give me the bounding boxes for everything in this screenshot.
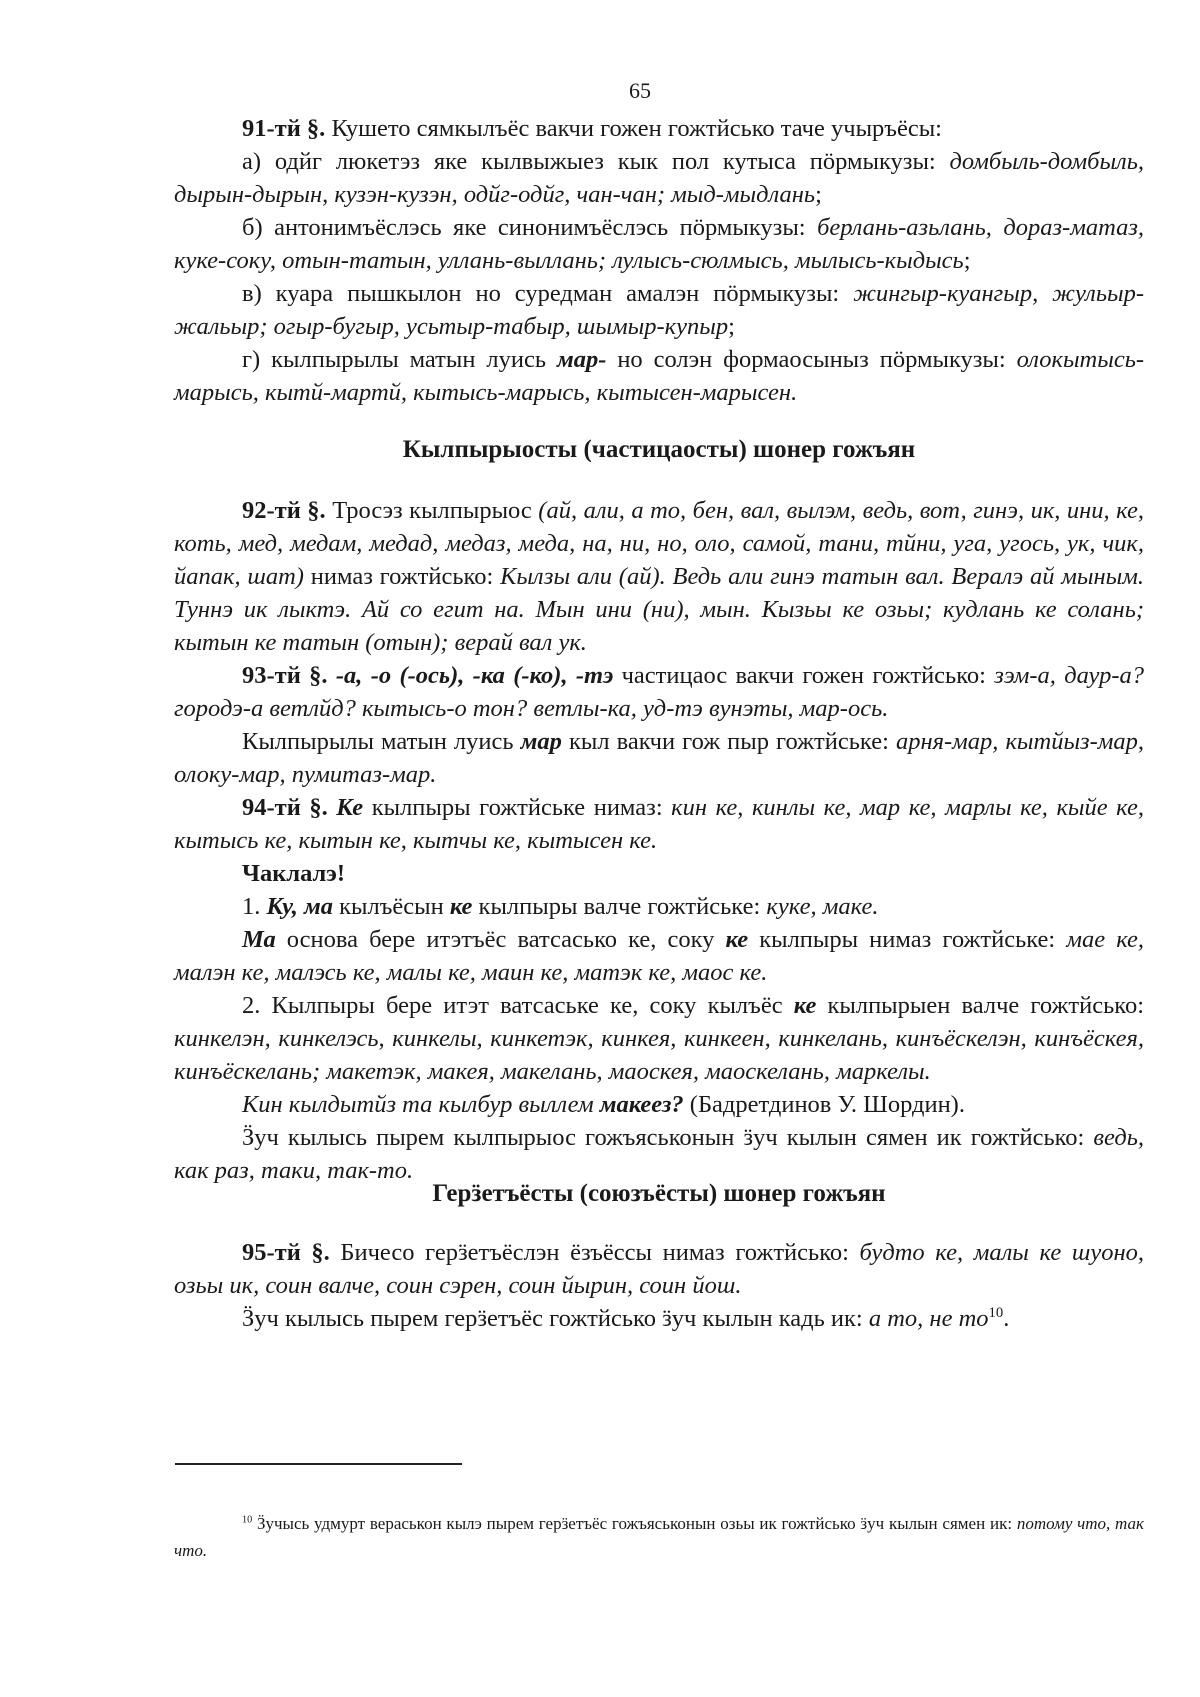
paragraph-94: 94-тй §. Ке кылпыры гожтйське нимаз: кин ке, кинлы ке, мар ке, марлы ке, кыйе ке, кытысь ке, кытын ке, кытчы ке, кытысен ке. [174, 794, 1145, 854]
note-1: 1. Ку, ма кылъёсын ке кылпыры валче гожтйське: куке, маке. [242, 893, 879, 920]
section-heading-particles: Кылпырыосты (частицаосты) шонер гожъян [402, 436, 916, 463]
paragraph-91-d: г) кылпырылы матын луись мар- но солэн формаосыныз пӧрмыкузы: олокытысь-марысь, кытй-мартй, кытысь-марысь, кытысен-марысен. [174, 346, 1145, 406]
paragraph-91-lead: 91-тй §. Кушето сямкылъёс вакчи гожен гожтйсько таче учыръёсы: [242, 115, 942, 142]
page-number: 65 [629, 78, 651, 103]
paragraph-russian-conjunctions: Ӟуч кылысь пырем герӟетъёс гожтйсько ӟуч кылын кадь ик: а то, не $то^{10}$. [242, 1304, 1010, 1332]
section-number: 91-тй §. [242, 115, 326, 142]
paragraph-91-a: а) одйг люкетэз яке кылвыжыез кык пол кутыса пӧрмыкузы: домбыль-домбыль, дырын-дырын, кузэн-кузэн, одйг-одйг, чан-чан; мыд-мыдлань; [174, 148, 1144, 208]
quote: Кин кылдытйз та кылбур выллем макеез? (Бадретдинов У. Шордин). [242, 1091, 965, 1118]
footnote-divider [175, 1463, 462, 1465]
section-heading-conjunctions: Герӟетъёсты (союзъёсты) шонер гожъян [432, 1180, 886, 1207]
paragraph-95: 95-тй §. Бичесо герӟетъёслэн ёзъёссы нимаз гожтйсько: будто ке, малы ке шуоно, озьы ик, соин валче, соин сэрен, соин йырин, соин йош. [174, 1239, 1144, 1299]
note-2: 2. Кылпыры бере итэт ватсаське ке, соку кылъёс ке кылпырыен валче гожтйсько: кинкелэн, кинкелэсь, кинкелы, кинкетэк, кинкея, кинкеен, кинкелань, кинъёскелэн, кинъёскея, кинъёскелань; макетэк, макея, макелань, маоскея, маоскелань, маркелы. [174, 992, 1145, 1085]
paragraph-russian-particles: Ӟуч кылысь пырем кылпырыос гожъяськонын ӟуч кылын сямен ик гожтйсько: ведь, как раз, таки, так-то. [174, 1124, 1144, 1184]
section-95 [174, 1236, 1144, 1335]
paragraph-93: 93-тй §. -а, -о (-ось), -ка (-ко), -тэ частицаос вакчи гожен гожтйсько: зэм-а, даур-а? городэ-а ветлйд? кытысь-о тон? ветлы-ка, уд-тэ вунэты, мар-ось. [174, 662, 1144, 722]
paragraph-mar: Кылпырылы матын луись мар кыл вакчи гож пыр гожтйське: арня-мар, кытйыз-мар, олоку-мар, пумитаз-мар. [174, 728, 1145, 788]
note-1b: Ма основа бере итэтъёс ватсасько ке, соку ке кылпыры нимаз гожтйське: мае ке, малэн ке, малэсь ке, малы ке, маин ке, матэк ке, маос ке. [174, 926, 1145, 986]
section-92-94 [174, 494, 1144, 1187]
paragraph-91-c: в) куара пышкылон но суредман амалэн пӧрмыкузы: жингыр-куангыр, жульыр-жальыр; огыр-бугыр, усьтыр-табыр, шымыр-купыр; [174, 280, 1145, 340]
warning-label: Чаклалэ! [242, 860, 346, 887]
footnote: $^{10}$ Ӟучысь удмурт вераськон кылэ пырем герӟетъёс гожъяськонын озьы ик гожтйсько ӟуч кылын сямен ик: потому что, так что. [174, 1514, 1144, 1560]
paragraph-91-b: б) антонимъёслэсь яке синонимъёслэсь пӧрмыкузы: берлань-азьлань, дораз-матаз, куке-соку, отын-татын, уллань-выллань; лулысь-сюлмысь, мылысь-кыдысь; [174, 214, 1145, 274]
section-91 [174, 112, 1144, 409]
paragraph-92: 92-тй §. Тросэз кылпырыос (ай, али, а то, бен, вал, вылэм, ведь, вот, гинэ, ик, ини, ке, коть, мед, медам, медад, медаз, меда, на, ни, но, оло, самой, тани, тйни, уга, угось, ук, чик, йапак, шат) нимаз гожтйсько: Кылзы али (ай). Ведь али гинэ татын вал. Вералэ ай мыным. Туннэ ик лыктэ. Ай со егит на. Мын ини (ни), мын. Кызьы ке озьы; кудлань ке солань; кытын ке татын (отын); верай вал ук. [174, 497, 1145, 656]
